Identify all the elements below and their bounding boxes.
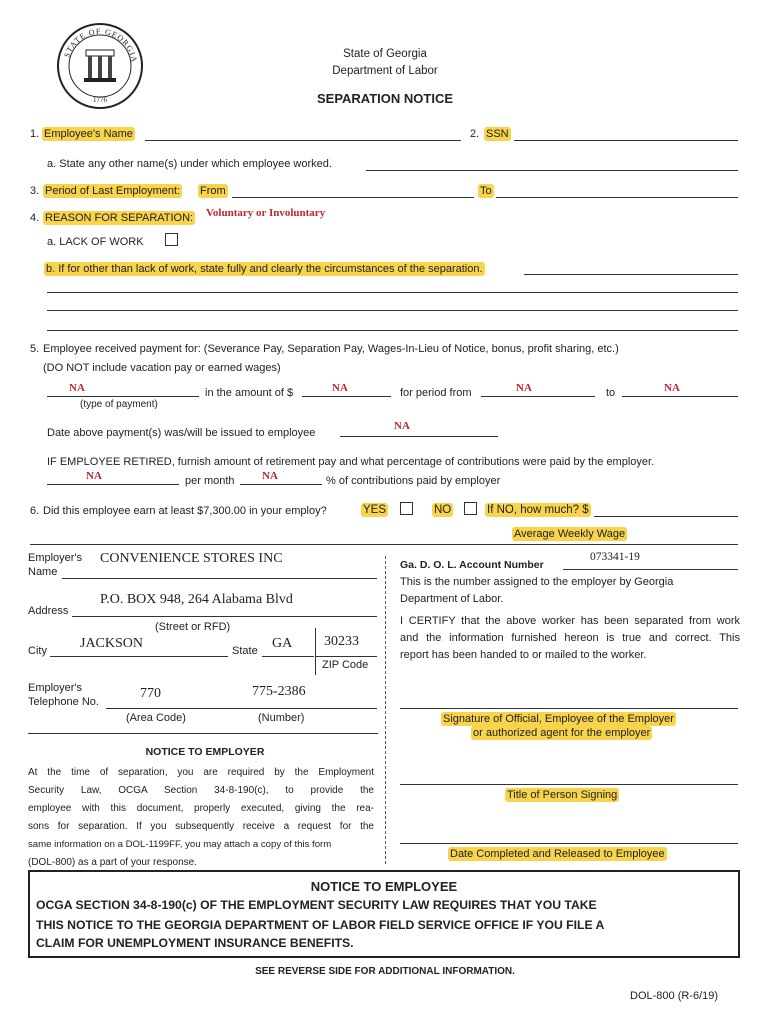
- account-desc-1: This is the number assigned to the employer by Georgia: [400, 576, 674, 588]
- account-desc-2: Department of Labor.: [400, 593, 504, 605]
- zip-value[interactable]: 30233: [324, 634, 359, 649]
- payment-note: (DO NOT include vacation pay or earned wages): [43, 362, 281, 374]
- period-from-field[interactable]: [232, 197, 474, 198]
- notice-employee-line-2: THIS NOTICE TO THE GEORGIA DEPARTMENT OF LABOR FIELD SERVICE OFFICE IF YOU FILE A: [36, 918, 605, 932]
- no-label: NO: [434, 504, 452, 516]
- notice-employer-line-1: At the time of separation, you are required by the Employment: [28, 767, 374, 778]
- zip-caption: ZIP Code: [322, 659, 369, 671]
- notice-employer-line-4: sons for separation. If you subsequently receive a request for the: [28, 821, 374, 832]
- notice-employee-box: [28, 870, 740, 958]
- no-checkbox[interactable]: [464, 502, 477, 515]
- city-value[interactable]: JACKSON: [80, 636, 144, 651]
- payment-date-label: Date above payment(s) was/will be issued to employee: [47, 427, 316, 439]
- state-value[interactable]: GA: [272, 636, 293, 651]
- reason-label: REASON FOR SEPARATION:: [45, 212, 194, 224]
- address-field[interactable]: [72, 616, 377, 617]
- other-names-label: a. State any other name(s) under which employee worked.: [47, 158, 332, 170]
- lack-of-work-checkbox[interactable]: [165, 233, 178, 246]
- period-label: Period of Last Employment:: [45, 185, 181, 197]
- circumstances-line-3[interactable]: [47, 310, 738, 311]
- yes-checkbox[interactable]: [400, 502, 413, 515]
- retire-amount-field[interactable]: [47, 484, 179, 485]
- notice-employer-line-3: employee with this document, properly executed, giving the rea-: [28, 803, 374, 814]
- notice-employer-title: NOTICE TO EMPLOYER: [145, 746, 265, 758]
- state-label: State: [232, 645, 258, 657]
- employee-name-label: Employee's Name: [44, 128, 133, 140]
- how-much-field[interactable]: [594, 516, 738, 517]
- address-label: Address: [28, 605, 69, 617]
- lack-of-work-label: a. LACK OF WORK: [47, 236, 144, 248]
- retire-amount-value[interactable]: NA: [86, 470, 102, 482]
- notice-employee-title: NOTICE TO EMPLOYEE: [310, 879, 458, 894]
- yes-label: YES: [363, 504, 387, 516]
- retire-pct-value[interactable]: NA: [262, 470, 278, 482]
- period-to-payment-label: to: [606, 387, 616, 399]
- reverse-side-note: SEE REVERSE SIDE FOR ADDITIONAL INFORMATION.: [255, 966, 515, 977]
- employee-name-field[interactable]: [145, 140, 461, 141]
- period-to-payment-field[interactable]: [622, 396, 738, 397]
- payment-type-caption: (type of payment): [80, 399, 158, 410]
- employer-name-label-2: Name: [28, 566, 58, 578]
- amount-field[interactable]: [302, 396, 391, 397]
- employer-name-label-1: Employer's: [28, 552, 83, 564]
- notice-employer-line-6: (DOL-800) as a part of your response.: [28, 857, 197, 868]
- payment-type-value[interactable]: NA: [69, 382, 85, 394]
- account-number-field[interactable]: [563, 569, 738, 570]
- retire-pct-field[interactable]: [240, 484, 322, 485]
- circumstances-label: b. If for other than lack of work, state fully and clearly the circumstances of the separation.: [46, 263, 483, 275]
- circumstances-line-2[interactable]: [47, 292, 738, 293]
- period-from-label: From: [200, 185, 226, 197]
- payment-type-field[interactable]: [47, 396, 199, 397]
- phone-label-2: Telephone No.: [28, 696, 99, 708]
- how-much-label: If NO, how much? $: [487, 504, 589, 516]
- svg-text:STATE OF GEORGIA: STATE OF GEORGIA: [62, 26, 139, 64]
- avg-weekly-wage-label: Average Weekly Wage: [514, 528, 626, 540]
- payment-date-value[interactable]: NA: [394, 420, 410, 432]
- payment-date-field[interactable]: [340, 436, 498, 437]
- department-name: Department of Labor: [332, 65, 438, 77]
- reason-value[interactable]: Voluntary or Involuntary: [206, 207, 326, 219]
- notice-employee-line-3: CLAIM FOR UNEMPLOYMENT INSURANCE BENEFITS.: [36, 936, 354, 950]
- form-id: DOL-800 (R-6/19): [630, 990, 719, 1002]
- signature-field[interactable]: [400, 708, 738, 709]
- q2-number: 2.: [470, 128, 480, 140]
- employer-name-value[interactable]: CONVENIENCE STORES INC: [100, 551, 283, 566]
- notice-employer-line-5: same information on a DOL-1199FF, you may attach a copy of this form: [28, 839, 332, 850]
- column-divider: [385, 556, 386, 864]
- certify-line-3: report has been handed to or mailed to the worker.: [400, 649, 647, 661]
- circumstances-line-1[interactable]: [524, 274, 738, 275]
- city-field[interactable]: [50, 656, 228, 657]
- phone-number-value[interactable]: 775-2386: [252, 684, 306, 699]
- period-from-payment-label: for period from: [400, 387, 472, 399]
- form-title: SEPARATION NOTICE: [316, 91, 454, 106]
- notice-employee-line-1: OCGA SECTION 34-8-190(c) OF THE EMPLOYMENT SECURITY LAW REQUIRES THAT YOU TAKE: [36, 898, 597, 912]
- amount-value[interactable]: NA: [332, 382, 348, 394]
- q5-number: 5.: [30, 343, 40, 355]
- area-code-caption: (Area Code): [126, 712, 186, 724]
- payment-label: Employee received payment for: (Severance Pay, Separation Pay, Wages-In-Lieu of Notice, bonus, profit sharing, etc.): [43, 343, 619, 355]
- account-number-label: Ga. D. O. L. Account Number: [400, 559, 544, 571]
- number-caption: (Number): [258, 712, 305, 724]
- notice-employer-line-2: Security Law, OCGA Section 34-8-190(c), to provide the: [28, 785, 374, 796]
- date-completed-field[interactable]: [400, 843, 738, 844]
- period-to-label: To: [480, 185, 492, 197]
- account-number-value[interactable]: 073341-19: [590, 551, 640, 563]
- zip-field[interactable]: [316, 656, 377, 657]
- circumstances-line-4[interactable]: [47, 330, 738, 331]
- period-from-payment-value[interactable]: NA: [516, 382, 532, 394]
- signature-caption-2: or authorized agent for the employer: [473, 727, 651, 739]
- address-value[interactable]: P.O. BOX 948, 264 Alabama Blvd: [100, 592, 293, 607]
- state-name: State of Georgia: [343, 48, 427, 60]
- phone-field[interactable]: [106, 708, 377, 709]
- title-caption: Title of Person Signing: [507, 789, 618, 801]
- certify-line-2: and the information furnished hereon is true and correct. This: [400, 632, 740, 644]
- earned-question: Did this employee earn at least $7,300.00 in your employ?: [43, 505, 327, 517]
- other-names-field[interactable]: [366, 170, 738, 171]
- amount-label: in the amount of $: [205, 387, 294, 399]
- period-from-payment-field[interactable]: [481, 396, 595, 397]
- date-completed-caption: Date Completed and Released to Employee: [450, 848, 665, 860]
- street-caption: (Street or RFD): [155, 621, 231, 633]
- per-month-label: per month: [185, 475, 235, 487]
- city-label: City: [28, 645, 47, 657]
- phone-label-1: Employer's: [28, 682, 83, 694]
- zip-bracket: [315, 628, 316, 675]
- q1-number: 1.: [30, 128, 40, 140]
- certify-line-1: I CERTIFY that the above worker has been separated from work: [400, 615, 740, 627]
- georgia-seal: [56, 22, 144, 110]
- state-field[interactable]: [262, 656, 314, 657]
- ssn-field[interactable]: [514, 140, 738, 141]
- retired-label: IF EMPLOYEE RETIRED, furnish amount of retirement pay and what percentage of contributions were paid by the employer.: [47, 456, 655, 468]
- employer-name-field[interactable]: [62, 578, 377, 579]
- q4-number: 4.: [30, 212, 40, 224]
- section-divider: [30, 544, 738, 545]
- period-to-field[interactable]: [496, 197, 738, 198]
- q3-number: 3.: [30, 185, 40, 197]
- q6-number: 6.: [30, 505, 40, 517]
- area-code-value[interactable]: 770: [140, 686, 161, 701]
- period-to-payment-value[interactable]: NA: [664, 382, 680, 394]
- ssn-label: SSN: [486, 128, 509, 140]
- signature-caption-1: Signature of Official, Employee of the Employer: [443, 713, 674, 725]
- employer-block-divider: [28, 733, 378, 734]
- title-field[interactable]: [400, 784, 738, 785]
- pct-label: % of contributions paid by employer: [326, 475, 501, 487]
- svg-text:1776: 1776: [93, 96, 107, 104]
